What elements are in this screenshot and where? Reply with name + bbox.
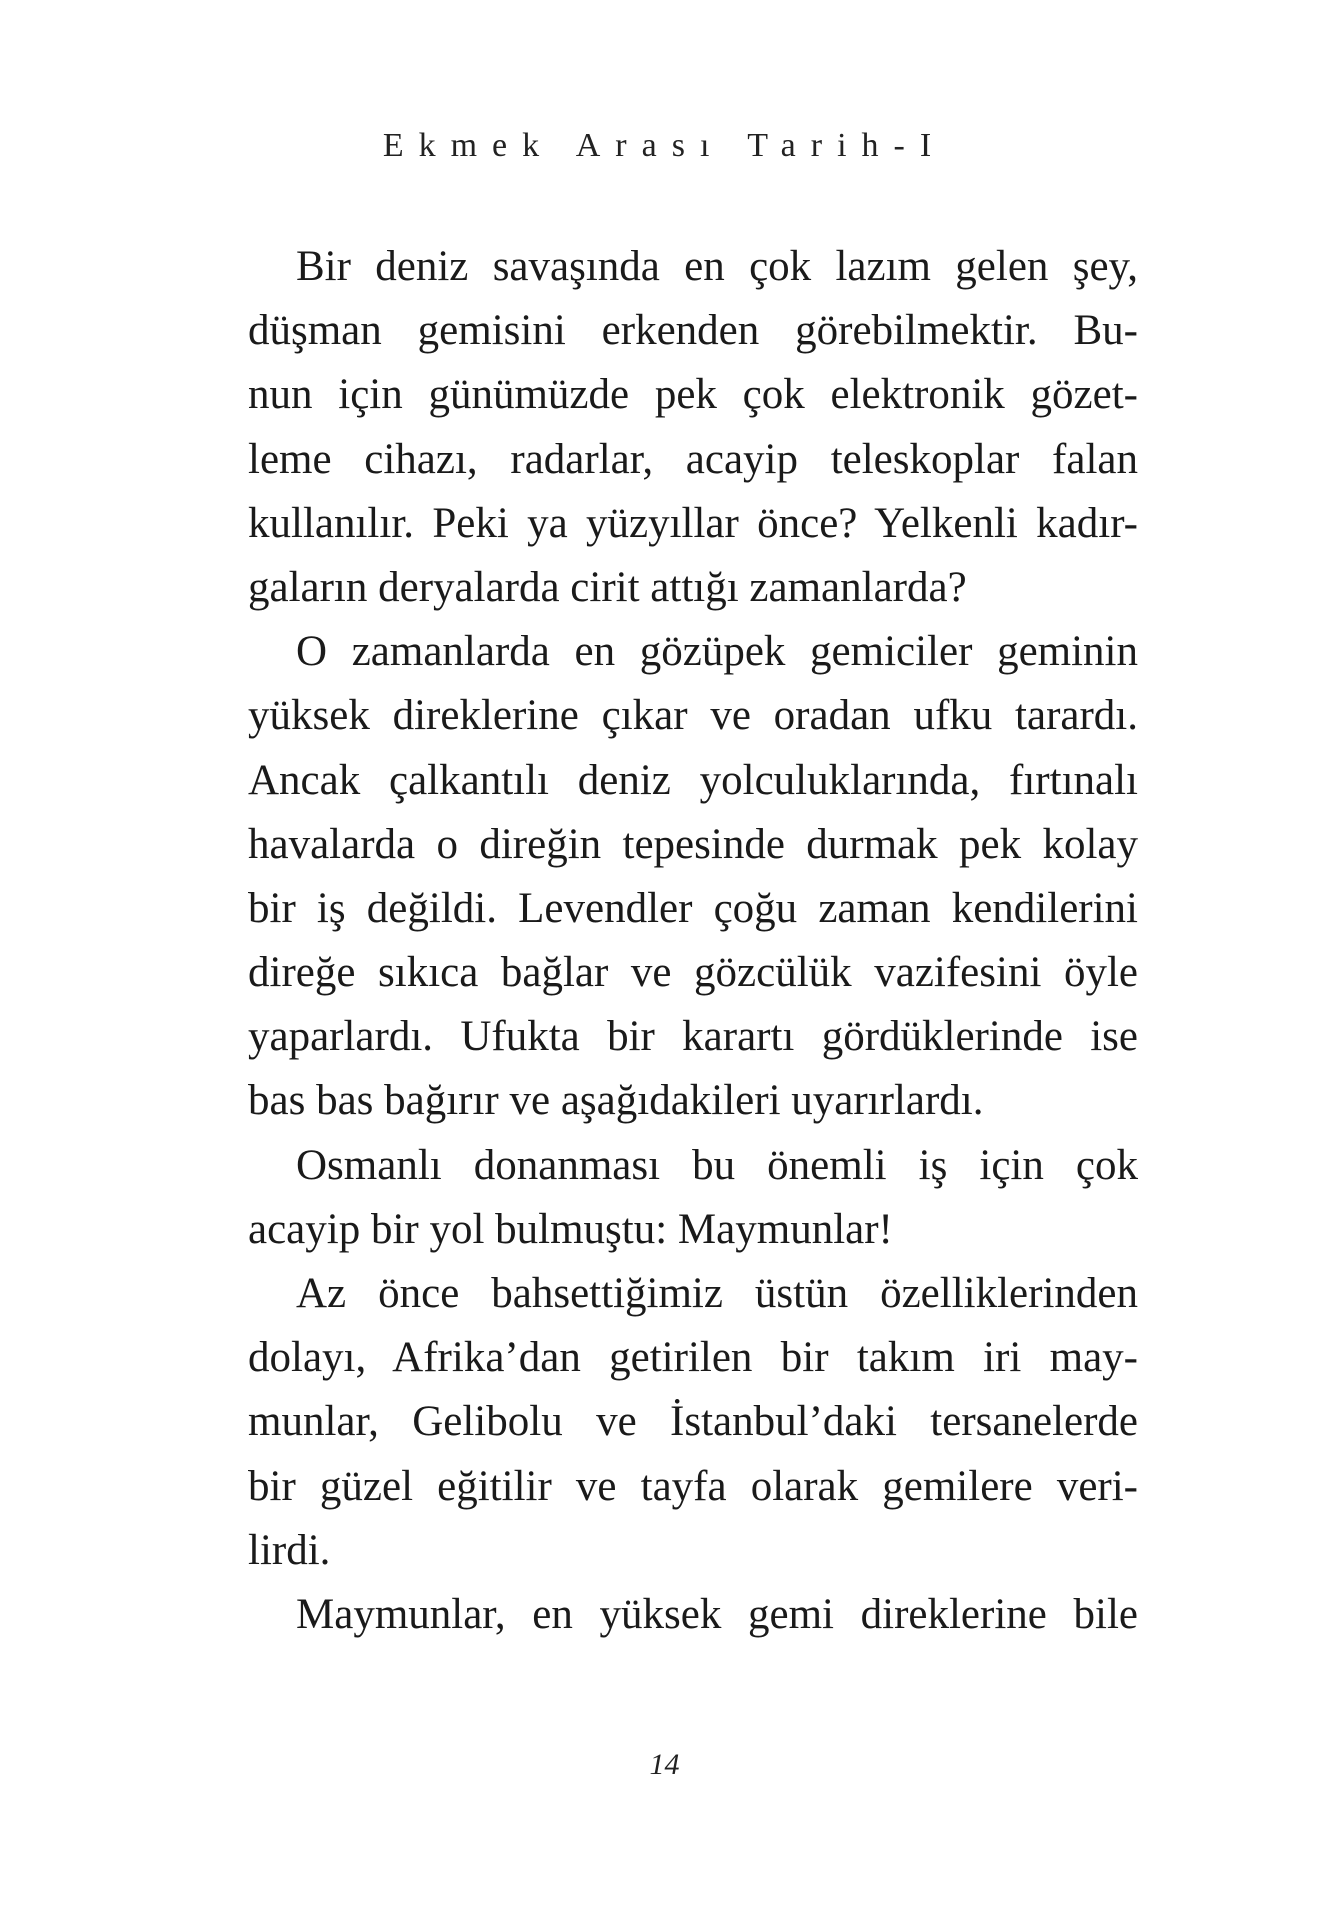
text-line: Bir deniz savaşında en çok lazım gelen şey, — [296, 243, 1138, 290]
text-line: kullanılır. Peki ya yüzyıllar önce? Yelkenli kadır- — [248, 499, 1138, 547]
text-line: gaların deryalarda cirit attığı zamanlarda? — [248, 563, 967, 611]
text-line: munlar, Gelibolu ve İstanbul’daki tersanelerde — [248, 1398, 1138, 1446]
text-line: havalarda o direğin tepesinde durmak pek kolay — [248, 820, 1138, 868]
text-line: acayip bir yol bulmuştu: Maymunlar! — [248, 1205, 893, 1253]
text-line: yaparlardı. Ufukta bir karartı gördüklerinde ise — [248, 1013, 1138, 1061]
text-line: lirdi. — [248, 1526, 331, 1574]
text-line: Az önce bahsettiğimiz üstün özelliklerinden — [296, 1270, 1138, 1317]
text-line: yüksek direklerine çıkar ve oradan ufku tarardı. — [248, 692, 1138, 740]
text-line: bir güzel eğitilir ve tayfa olarak gemilere veri- — [248, 1462, 1138, 1510]
text-line: Maymunlar, en yüksek gemi direklerine bile — [296, 1590, 1138, 1638]
text-line: dolayı, Afrika’dan getirilen bir takım iri may- — [248, 1334, 1138, 1382]
text-line: düşman gemisini erkenden görebilmektir. Bu- — [248, 307, 1138, 355]
body-text — [248, 235, 1138, 1647]
text-line: direğe sıkıca bağlar ve gözcülük vazifesini öyle — [248, 949, 1138, 997]
text-line: leme cihazı, radarlar, acayip teleskoplar falan — [248, 435, 1138, 483]
text-line: nun için günümüzde pek çok elektronik gözet- — [248, 371, 1138, 419]
page-number: 14 — [649, 1748, 680, 1781]
text-line: Ancak çalkantılı deniz yolculuklarında, fırtınalı — [248, 756, 1138, 804]
text-line: Osmanlı donanması bu önemli iş için çok — [296, 1141, 1138, 1189]
text-line: bas bas bağırır ve aşağıdakileri uyarırlardı. — [248, 1077, 984, 1125]
text-line: bir iş değildi. Levendler çoğu zaman kendilerini — [248, 884, 1138, 932]
running-header: Ekmek Arası Tarih-I — [382, 127, 947, 164]
text-line: O zamanlarda en gözüpek gemiciler geminin — [296, 628, 1138, 676]
